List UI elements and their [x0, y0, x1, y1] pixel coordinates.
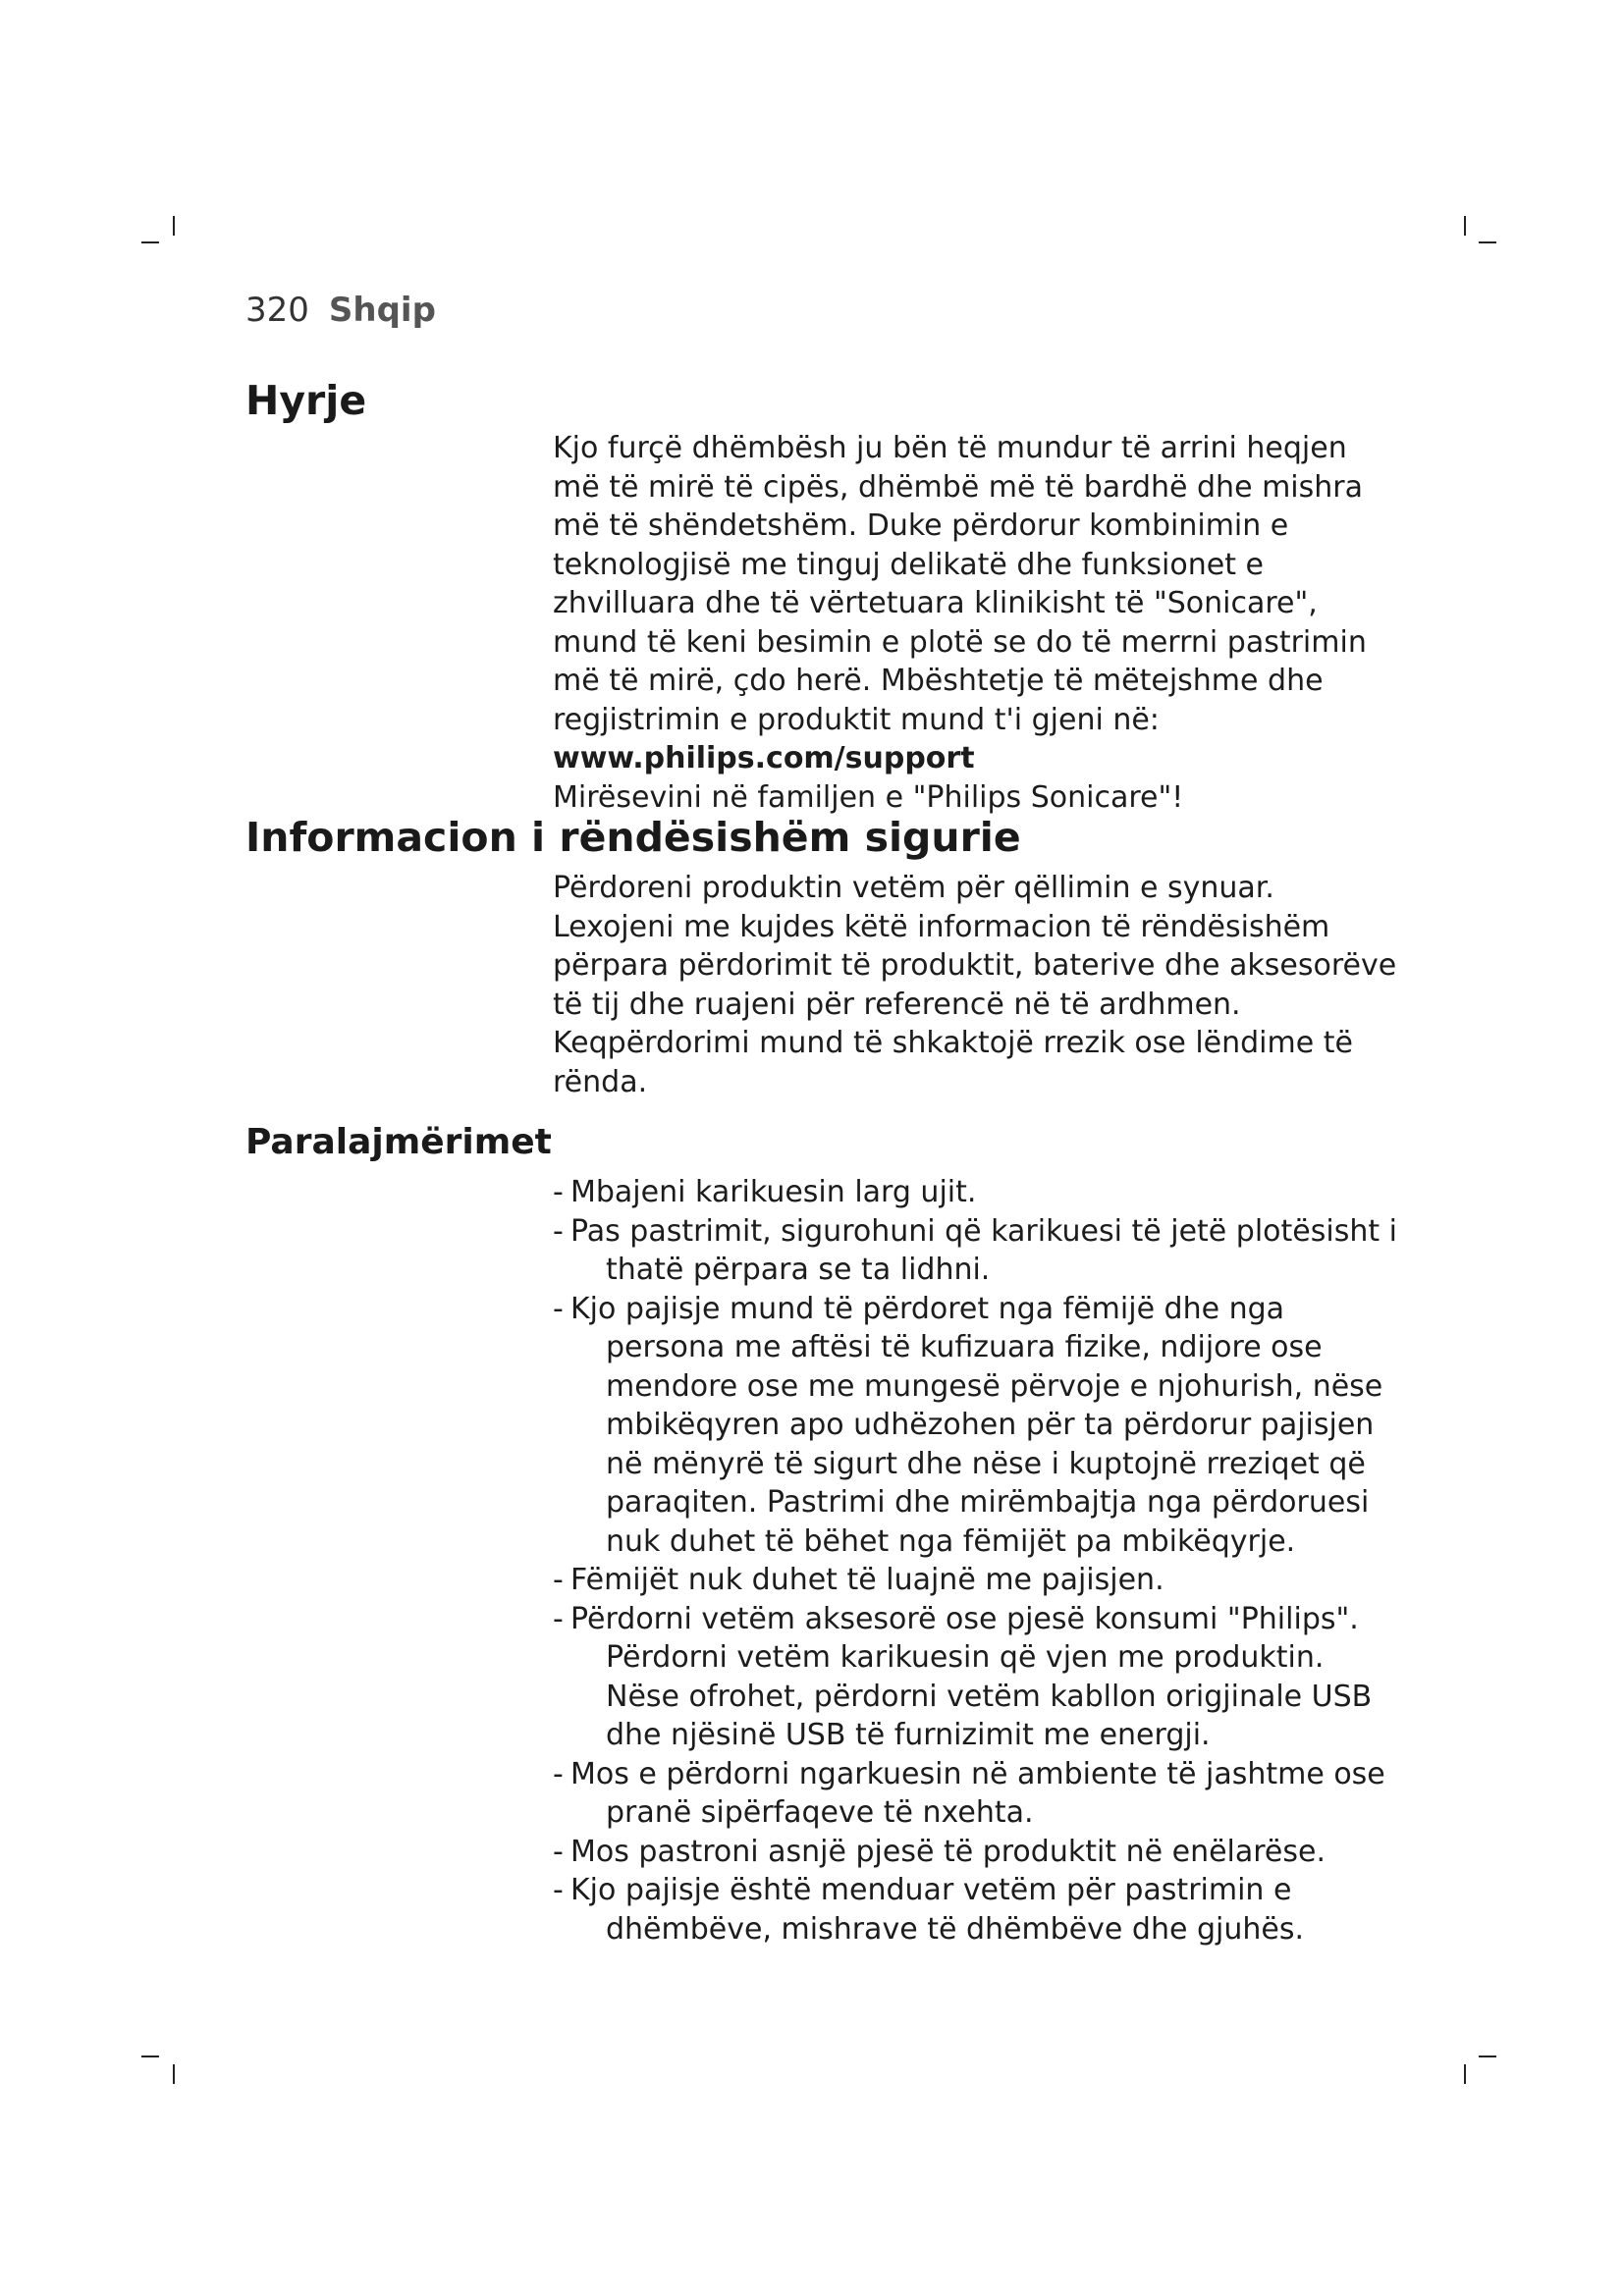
warnings-heading: Paralajmërimet — [245, 1122, 552, 1162]
bullet-dash: - — [553, 1756, 564, 1791]
warning-item: - Mos e përdorni ngarkuesin në ambiente të jashtme ose pranë sipërfaqeve të nxehta. — [553, 1756, 1385, 1830]
warning-item: - Pas pastrimit, sigurohuni që karikuesi të jetë plotësisht i thatë përpara se ta lidhni. — [553, 1213, 1397, 1287]
crop-mark-top-right-v — [1464, 216, 1466, 236]
page-number: 320 — [245, 291, 309, 330]
bullet-dash: - — [553, 1175, 564, 1209]
safety-heading: Informacion i rëndësishëm sigurie — [245, 814, 1021, 861]
bullet-dash: - — [553, 1601, 564, 1636]
bullet-dash: - — [553, 1834, 564, 1869]
intro-body — [553, 429, 1397, 817]
intro-welcome: Mirësevini në familjen e "Philips Sonicare"! — [553, 779, 1184, 815]
intro-text: Kjo furçë dhëmbësh ju bën të mundur të arrini heqjen më të mirë të cipës, dhëmbë më të bardhë dhe mishra më të shëndetshëm. Duke përdorur kombinimin e teknologjisë me tinguj delikatë dhe funksionet e zhvilluara dhe të vërtetuara klinikisht të "Sonicare", mund të keni besimin e plotë se do të merrni pastrimin më të mirë, çdo herë. Mbështetje të mëtejshme dhe regjistrimin e produktit mund t'i gjeni në: — [553, 431, 1367, 737]
warning-item: - Mbajeni karikuesin larg ujit. — [553, 1173, 1397, 1212]
support-link[interactable]: www.philips.com/support — [553, 741, 975, 775]
safety-text: Përdoreni produktin vetëm për qëllimin e synuar. Lexojeni me kujdes këtë informacion të rëndësishëm përpara përdorimit të produktit, baterive dhe aksesorëve të tij dhe ruajeni për referencë në të ardhmen. Keqpërdorimi mund të shkaktojë rrezik ose lëndime të rënda. — [553, 871, 1397, 1099]
crop-mark-bottom-left-v — [173, 2064, 175, 2084]
warning-item: - Mos pastroni asnjë pjesë të produktit në enëlarëse. — [553, 1833, 1397, 1872]
crop-mark-bottom-right-h — [1479, 2056, 1496, 2057]
crop-mark-top-left-h — [141, 241, 159, 243]
warnings-list — [553, 1173, 1397, 1949]
crop-mark-top-right-h — [1479, 241, 1496, 243]
safety-body — [553, 869, 1397, 1101]
warning-item: - Kjo pajisje mund të përdoret nga fëmijë dhe nga persona me aftësi të kufizuara fizike, ndijore ose mendore ose me mungesë përvoje e njohurish, nëse mbikëqyren apo udhëzohen për ta përdorur pajisjen në mënyrë të sigurt dhe nëse i kuptojnë rreziqet që paraqiten. Pastrimi dhe mirëmbajtja nga përdoruesi nuk duhet të bëhet nga fëmijët pa mbikëqyrje. — [553, 1291, 1383, 1559]
warning-item: - Përdorni vetëm aksesorë ose pjesë konsumi "Philips". Përdorni vetëm karikuesin që vjen me produktin. Nëse ofrohet, përdorni vetëm kabllon origjinale USB dhe njësinë USB të furnizimit me energji. — [553, 1601, 1373, 1752]
crop-mark-top-left-v — [173, 216, 175, 236]
bullet-dash: - — [553, 1213, 564, 1249]
crop-mark-bottom-right-v — [1464, 2064, 1466, 2084]
section-language: Shqip — [328, 291, 436, 330]
crop-mark-bottom-left-h — [141, 2056, 159, 2057]
bullet-dash: - — [553, 1873, 564, 1907]
page-header — [245, 291, 436, 330]
intro-heading: Hyrje — [245, 377, 367, 424]
bullet-dash: - — [553, 1291, 564, 1326]
bullet-dash: - — [553, 1563, 564, 1597]
warnings-body — [553, 1173, 1397, 1949]
warning-item: - Kjo pajisje është menduar vetëm për pastrimin e dhëmbëve, mishrave të dhëmbëve dhe gjuhës. — [553, 1873, 1305, 1947]
warning-item: - Fëmijët nuk duhet të luajnë me pajisjen. — [553, 1561, 1397, 1600]
